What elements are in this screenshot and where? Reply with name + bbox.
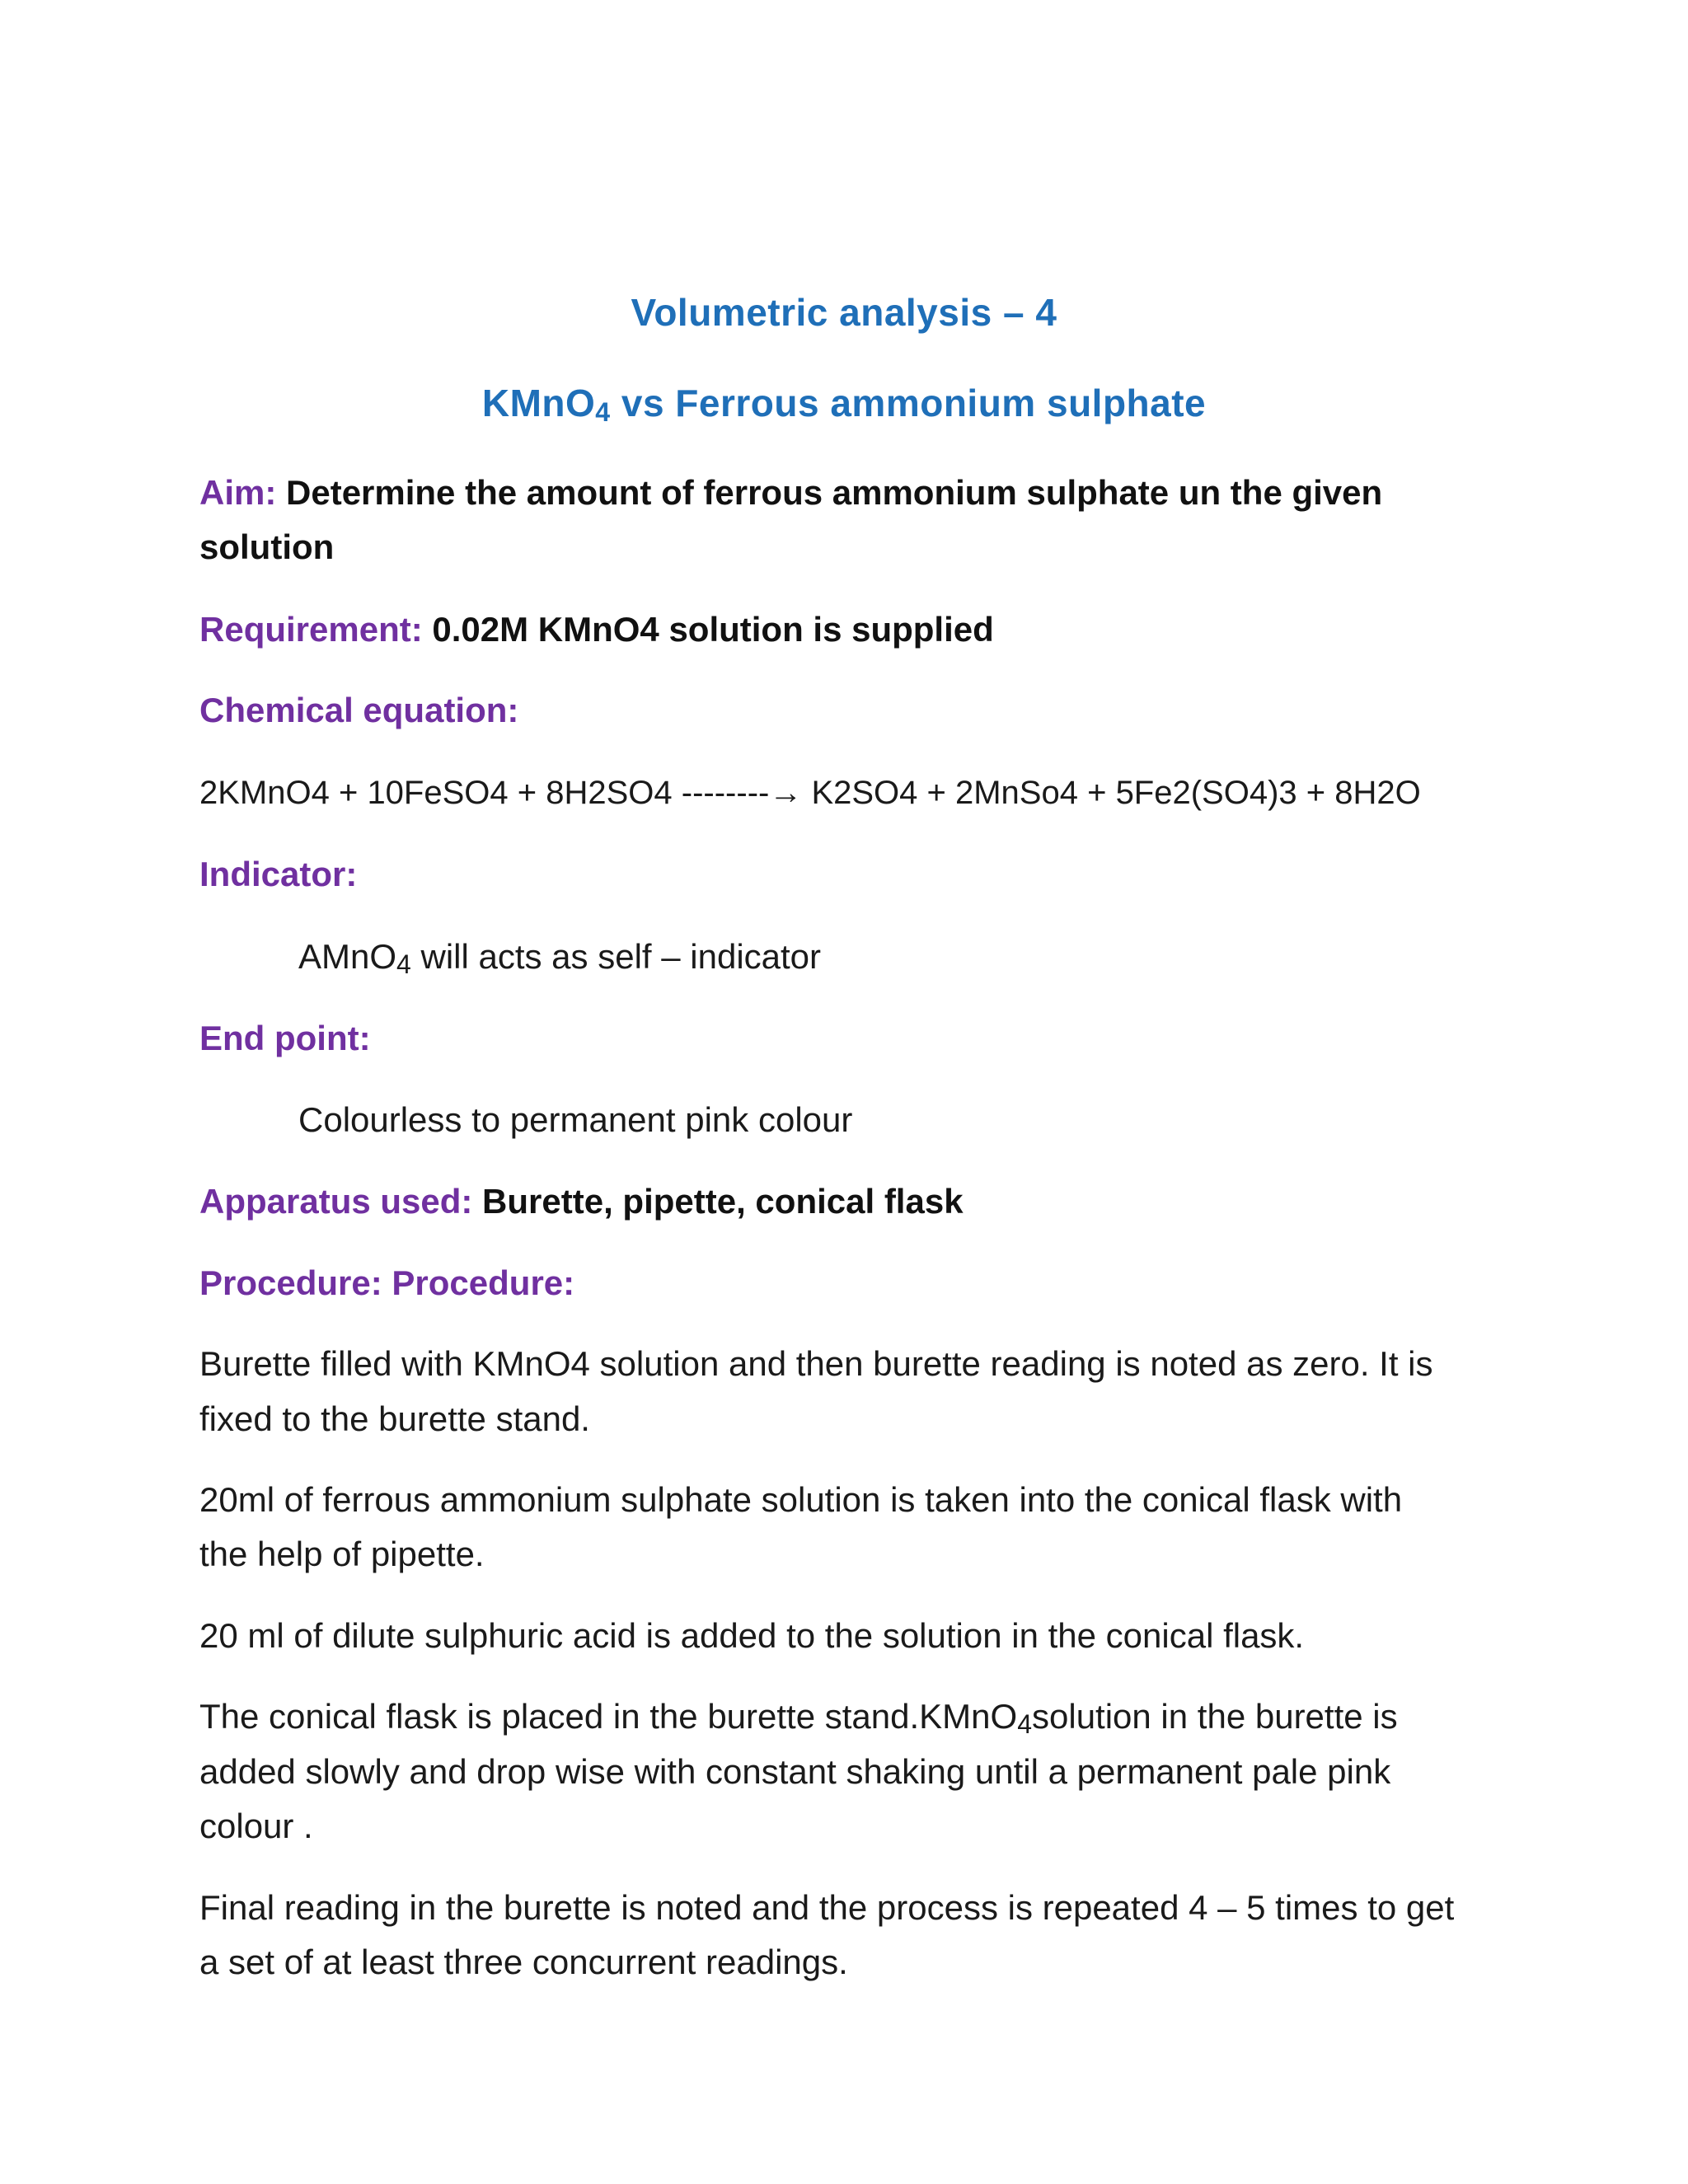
procedure-step-2-line-1: 20ml of ferrous ammonium sulphate solution is taken into the conical flask with [199,1480,1403,1519]
aim-text: Determine the amount of ferrous ammonium sulphate un the given [276,473,1383,512]
aim-line [199,466,1518,520]
indicator-text [298,930,1617,991]
requirement-text: 0.02M KMnO4 solution is supplied [422,610,994,649]
page-title: Volumetric analysis – 4 [631,291,1057,334]
subtitle-subscript: 4 [595,397,611,427]
aim-text-continued: solution [199,527,335,566]
chemical-equation: 2KMnO4 + 10FeSO4 + 8H2SO4 --------→ K2SO4 + 2MnSo4 + 5Fe2(SO4)3 + 8H2O [199,775,1421,811]
procedure-step-2-line-2: the help of pipette. [199,1535,485,1573]
procedure-step-5-line-1: Final reading in the burette is noted and the process is repeated 4 – 5 times to get [199,1888,1455,1927]
procedure-step-4-subscript: 4 [1017,1709,1032,1739]
requirement-label: Requirement: [199,610,423,649]
end-point-text: Colourless to permanent pink colour [298,1100,853,1139]
subtitle-suffix: vs Ferrous ammonium sulphate [610,382,1207,424]
procedure-step-4-line-2: added slowly and drop wise with constant shaking until a permanent pale pink [199,1752,1391,1791]
requirement-line [199,602,1518,657]
procedure-step-5-line-2: a set of at least three concurrent readings. [199,1943,848,1981]
procedure-step-4-prefix: The conical flask is placed in the burette stand.KMnO [199,1697,1018,1736]
aim-label: Aim: [199,473,277,512]
subtitle-prefix: KMnO [481,382,596,424]
chemical-equation-label: Chemical equation: [199,691,519,729]
apparatus-line [199,1174,1518,1229]
end-point-label: End point: [199,1019,371,1057]
procedure-step-3-line-1: 20 ml of dilute sulphuric acid is added to the solution in the conical flask. [199,1616,1305,1655]
procedure-step-4-suffix: solution in the burette is [1032,1697,1398,1736]
procedure-step-1-line-1: Burette filled with KMnO4 solution and then burette reading is noted as zero. It is [199,1344,1433,1383]
indicator-label: Indicator: [199,855,358,893]
procedure-step-1-line-2: fixed to the burette stand. [199,1399,590,1438]
procedure-label: Procedure: Procedure: [199,1263,575,1302]
page-subtitle [0,381,1688,428]
procedure-step-4-line-1 [199,1690,1518,1751]
indicator-suffix: will acts as self – indicator [410,937,822,976]
procedure-step-4-line-3: colour . [199,1807,313,1845]
indicator-subscript: 4 [396,949,411,979]
apparatus-text: Burette, pipette, conical flask [472,1182,964,1221]
indicator-prefix: AMnO [298,937,397,976]
apparatus-label: Apparatus used: [199,1182,473,1221]
